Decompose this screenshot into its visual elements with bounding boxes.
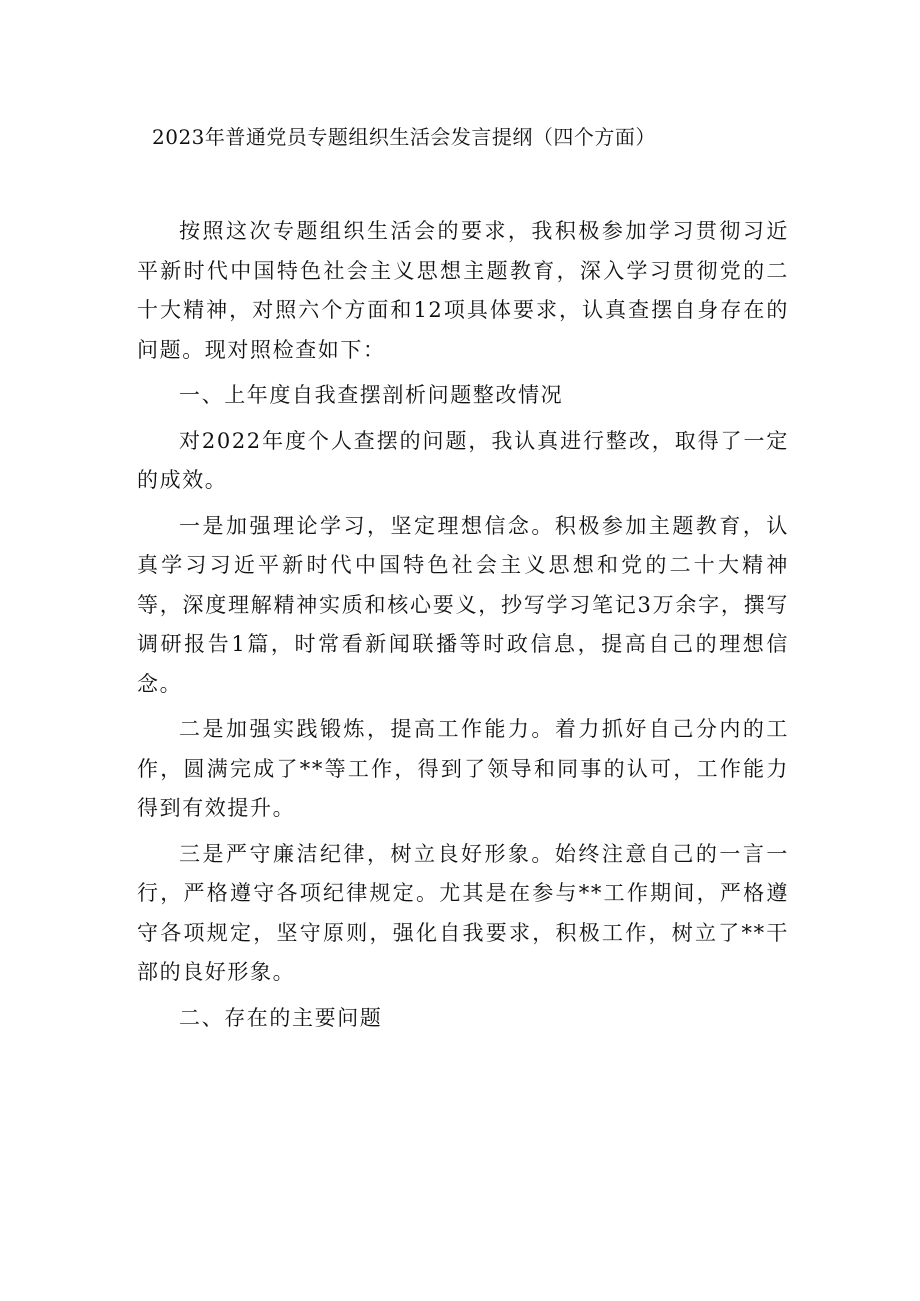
section-heading-1: 一、上年度自我查摆剖析问题整改情况 xyxy=(179,383,564,407)
document-body xyxy=(137,212,789,1044)
practice-paragraph: 二是加强实践锻炼，提高工作能力。着力抓好自己分内的工作，圆满完成了**等工作，得到了领导和同事的认可，工作能力得到有效提升。 xyxy=(137,717,789,820)
theory-study-paragraph: 一是加强理论学习，坚定理想信念。积极参加主题教育，认真学习习近平新时代中国特色社会主义思想和党的二十大精神等，深度理解精神实质和核心要义，抄写学习笔记3万余字，撰写调研报告1篇，时常看新闻联播等时政信息，提高自己的理想信念。 xyxy=(137,513,789,696)
document-title: 2023年普通党员专题组织生活会发言提纲（四个方面） xyxy=(152,125,656,149)
intro-paragraph: 按照这次专题组织生活会的要求，我积极参加学习贯彻习近平新时代中国特色社会主义思想主题教育，深入学习贯彻党的二十大精神，对照六个方面和12项具体要求，认真查摆自身存在的问题。现对照检查如下： xyxy=(137,219,789,362)
section-heading-2: 二、存在的主要问题 xyxy=(179,1005,383,1030)
rectification-summary-paragraph: 对2022年度个人查摆的问题，我认真进行整改，取得了一定的成效。 xyxy=(137,428,789,492)
discipline-paragraph: 三是严守廉洁纪律，树立良好形象。始终注意自己的一言一行，严格遵守各项纪律规定。尤其是在参与**工作期间，严格遵守各项规定，坚守原则，强化自我要求，积极工作，树立了**干部的良好形象。 xyxy=(137,841,789,984)
